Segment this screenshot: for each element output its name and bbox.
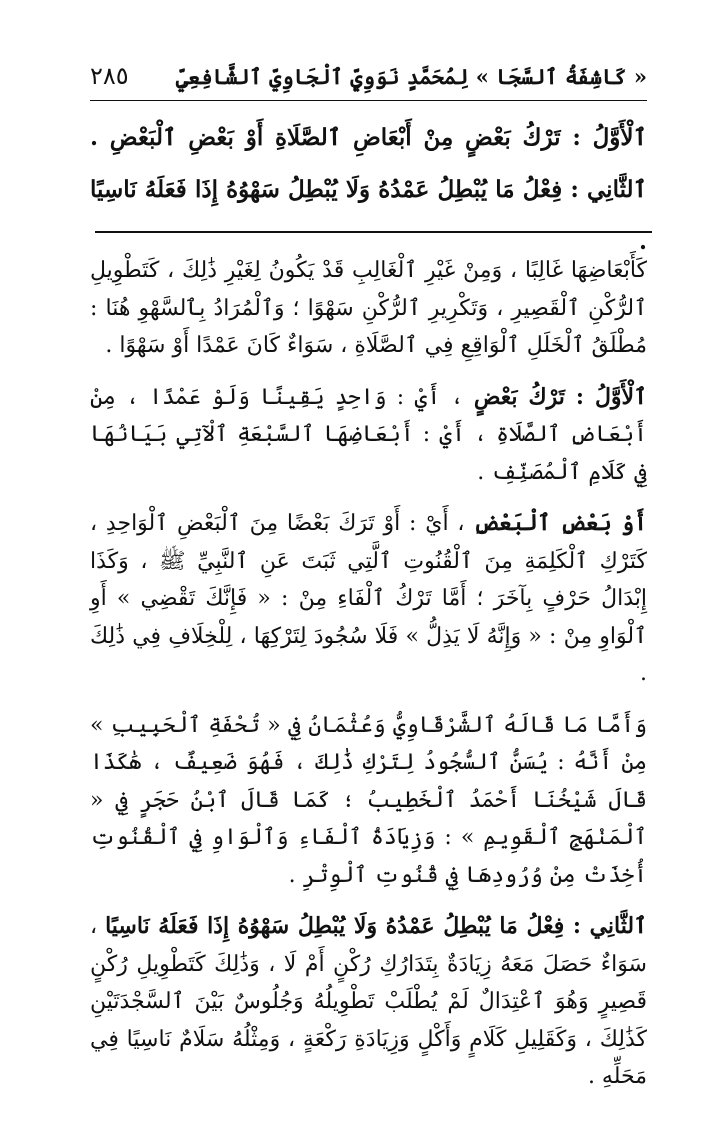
header-divider (90, 100, 647, 101)
matn-text: ٱلْأَوَّلُ : تَرْكُ بَعْضٍ مِنْ أَبْعَاضِ ٱلصَّلَاةِ أَوْ بَعْضِ ٱلْبَعْضِ . ٱلثَّانِي : فِعْلُ مَا يُبْطِلُ عَمْدُهُ وَلَا يُبْطِلُ سَهْوُهُ إِذَا فَعَلَهُ نَاسِيًا . (90, 124, 647, 255)
commentary-paragraph-4 (90, 707, 647, 895)
running-title: « كَاشِفَةُ ٱلسَّجَا » لِمُحَمَّدٍ نَوَوِيٍّ ٱلْجَاوِيِّ ٱلشَّافِعِيِّ (175, 63, 647, 89)
commentary (90, 252, 647, 1110)
lemma-second: ٱلثَّانِي : فِعْلُ مَا يُبْطِلُ عَمْدُهُ وَلَا يُبْطِلُ سَهْوُهُ إِذَا فَعَلَهُ نَاسِيًا (105, 913, 647, 939)
lemma-part-of-part: أَوْ بَعْضِ ٱلْبَعْضِ (473, 510, 647, 536)
paragraph-text: كَأَبْعَاضِهَا غَالِبًا ، وَمِنْ غَيْرِ ٱلْغَالِبِ قَدْ يَكُونُ لِغَيْرِ ذَٰلِكَ ، كَتَطْوِيلِ ٱلرُّكْنِ ٱلْقَصِيرِ ، وَتَكْرِيرِ ٱلرُّكْنِ سَهْوًا ؛ وَٱلْمُرَادُ بِٱلسَّهْوِ هُنَا : مُطْلَقُ ٱلْخَلَلِ ٱلْوَاقِعِ فِي ٱلصَّلَاةِ ، سَوَاءٌ كَانَ عَمْدًا أَوْ سَهْوًا . (90, 258, 647, 358)
commentary-paragraph-3 (90, 505, 647, 693)
paragraph-text: وَأَمَّا مَا قَالَهُ ٱلشَّرْقَاوِيُّ وَعُثْمَانُ فِي « تُحْفَةِ ٱلْحَبِيبِ » مِنْ أَنَّهُ : يُسَنُّ ٱلسُّجُودُ لِتَرْكِ ذَٰلِكَ ، فَهُوَ ضَعِيفٌ ، هَٰكَذَا قَالَ شَيْخُنَا أَحْمَدُ ٱلْخَطِيبُ ؛ كَمَا قَالَ ٱبْنُ حَجَرٍ فِي « ٱلْمَنْهَجِ ٱلْقَوِيمِ » : وَزِيَادَةُ ٱلْفَاءِ وَٱلْوَاوِ فِي ٱلْقُنُوتِ أُخِذَتْ مِنْ وُرُودِهَا فِي قُنُوتِ ٱلْوِتْرِ . (90, 712, 647, 888)
paragraph-text: ، أَيْ : وَاحِدٍ يَقِينًا وَلَوْ عَمْدًا ، مِنْ أَبْعَاضِ ٱلصَّلَاةِ ، أَيْ : أَبْعَاضِهَا ٱلسَّبْعَةِ ٱلْآتِي بَيَانُهَا فِي كَلَامِ ٱلْمُصَنِّفِ . (90, 384, 647, 485)
commentary-paragraph-5 (90, 908, 647, 1096)
page-number: ٢٨٥ (90, 62, 129, 90)
paragraph-text: ، أَيْ : أَوْ تَرَكَ بَعْضًا مِنَ ٱلْبَعْضِ ٱلْوَاحِدِ ، كَتَرْكِ ٱلْكَلِمَةِ مِنَ ٱلْقُنُوتِ ٱلَّتِي ثَبَتَ عَنِ ٱلنَّبِيِّ ﷺ ، وَكَذَا إِبْدَالُ حَرْفٍ بِآخَرَ ؛ أَمَّا تَرْكُ ٱلْفَاءِ مِنْ : « فَإِنَّكَ تَقْضِي » أَوِ ٱلْوَاوِ مِنْ : « وَإِنَّهُ لَا يَذِلُّ » فَلَا سُجُودَ لِتَرْكِهَا ، لِلْخِلَافِ فِي ذَٰلِكَ . (90, 511, 647, 686)
commentary-paragraph-2 (90, 379, 647, 492)
page-header (90, 58, 647, 94)
commentary-paragraph-1 (90, 252, 647, 365)
section-divider (95, 231, 652, 233)
lemma-first: ٱلْأَوَّلُ : تَرْكُ بَعْضٍ (473, 383, 647, 410)
paragraph-text: ، سَوَاءٌ حَصَلَ مَعَهُ زِيَادَةٌ بِتَدَارُكِ رُكْنٍ أَمْ لَا ، وَذَٰلِكَ كَتَطْوِيلِ رُكْنٍ قَصِيرٍ وَهُوَ ٱعْتِدَالٌ لَمْ يُطْلَبْ تَطْوِيلُهُ وَجُلُوسٌ بَيْنَ ٱلسَّجْدَتَيْنِ كَذَٰلِكَ ، وَكَقَلِيلِ كَلَامٍ وَأَكْلٍ وَزِيَادَةِ رَكْعَةٍ ، وَمِثْلُهُ سَلَامٌ نَاسِيًا فِي مَحَلِّهِ . (90, 914, 647, 1089)
